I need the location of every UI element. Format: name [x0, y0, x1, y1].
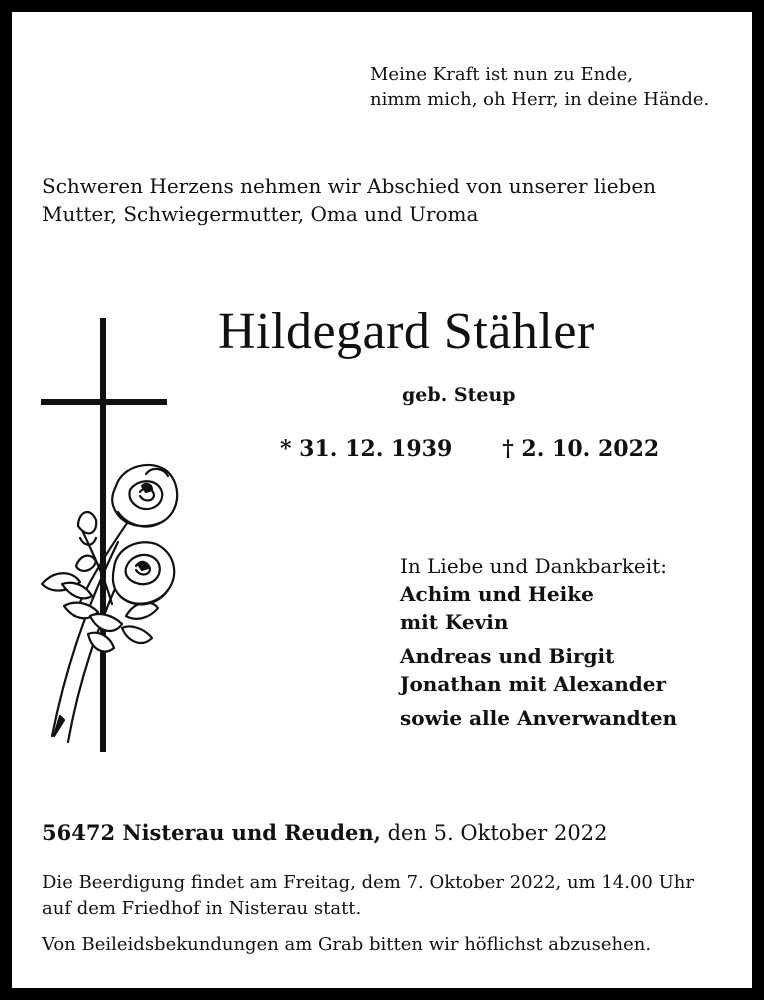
place-and-date — [42, 820, 607, 845]
mourners-intro: In Liebe und Dankbarkeit: — [400, 554, 667, 578]
motto-verse — [370, 62, 709, 112]
motto-line-1: Meine Kraft ist nun zu Ende, — [370, 64, 634, 85]
cross-icon — [41, 318, 167, 752]
life-dates — [280, 436, 659, 462]
mourner-line-3: Andreas und Birgit — [400, 644, 615, 668]
maiden-name: geb. Steup — [402, 384, 516, 406]
mourner-line-2: mit Kevin — [400, 610, 509, 634]
burial-line-2: auf dem Friedhof in Nisterau statt. — [42, 898, 362, 919]
mourner-line-5: sowie alle Anverwandten — [400, 706, 678, 730]
cross-with-roses — [34, 316, 194, 756]
burial-line-1: Die Beerdigung findet am Freitag, dem 7. Oktober 2022, um 14.00 Uhr — [42, 872, 694, 893]
condolence-note: Von Beileidsbekundungen am Grab bitten wir höflichst abzusehen. — [42, 934, 652, 955]
notice-date: den 5. Oktober 2022 — [387, 821, 608, 845]
mourners-list — [400, 552, 677, 732]
location: 56472 Nisterau und Reuden, — [42, 820, 381, 845]
intro-line-1: Schweren Herzens nehmen wir Abschied von unserer lieben — [42, 174, 657, 198]
death-date: † 2. 10. 2022 — [502, 436, 660, 462]
birth-date: * 31. 12. 1939 — [280, 436, 453, 462]
deceased-name: Hildegard Stähler — [218, 303, 595, 360]
intro-text — [42, 172, 724, 228]
mourner-line-1: Achim und Heike — [400, 582, 594, 606]
mourner-line-4: Jonathan mit Alexander — [400, 672, 667, 696]
burial-info — [42, 870, 694, 922]
motto-line-2: nimm mich, oh Herr, in deine Hände. — [370, 89, 710, 110]
roses-icon — [42, 465, 177, 742]
intro-line-2: Mutter, Schwiegermutter, Oma und Uroma — [42, 202, 479, 226]
